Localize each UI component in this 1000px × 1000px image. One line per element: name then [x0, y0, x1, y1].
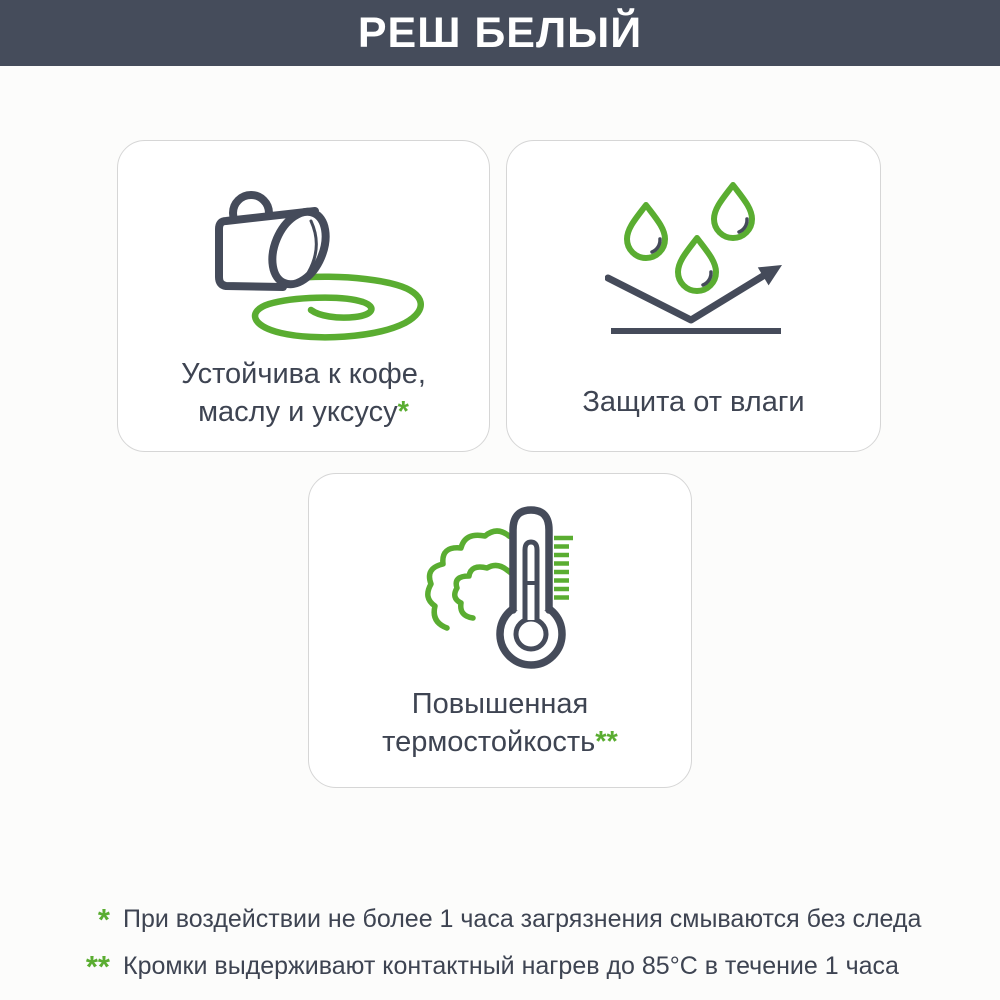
card-label-line1: Повышенная — [411, 688, 589, 720]
steam-cloud-small — [455, 565, 511, 618]
footnote-marker: ** — [595, 726, 618, 758]
card-label-line2: термостойкость — [382, 726, 596, 758]
double-asterisk-marker: ** — [85, 949, 110, 984]
card-label — [181, 355, 426, 431]
footnote-marker: * — [397, 396, 409, 428]
footnote-text: При воздействии не более 1 часа загрязнения смываются без следа — [123, 905, 922, 933]
thermometer-inner-bulb — [516, 619, 546, 649]
title-bar — [0, 0, 1000, 66]
feature-card-coffee-resistance — [117, 140, 490, 452]
footnote-2 — [60, 943, 921, 990]
steam-cloud-large — [428, 531, 513, 628]
footnote-text: Кромки выдерживают контактный нагрев до 85°С в течение 1 часа — [123, 952, 899, 980]
feature-card-heat-resistance — [308, 473, 692, 788]
cup-spill-icon — [199, 183, 429, 345]
asterisk-marker: * — [97, 902, 110, 937]
card-label — [382, 685, 618, 761]
water-drop — [627, 205, 665, 258]
footnotes — [60, 896, 921, 990]
footnote-1 — [60, 896, 921, 943]
water-drops-arrow-icon — [605, 181, 783, 337]
temperature-scale-ticks — [554, 538, 573, 598]
water-drop — [714, 185, 752, 238]
thermometer-steam-icon — [421, 504, 579, 669]
feature-card-moisture-protection — [506, 140, 881, 452]
card-label — [582, 383, 804, 421]
product-title: РЕШ БЕЛЫЙ — [357, 9, 643, 57]
water-drop — [678, 238, 716, 291]
card-label-line1: Устойчива к кофе, — [181, 358, 426, 390]
card-label-line1: Защита от влаги — [582, 386, 805, 418]
card-label-line2: маслу и уксусу — [198, 396, 398, 428]
